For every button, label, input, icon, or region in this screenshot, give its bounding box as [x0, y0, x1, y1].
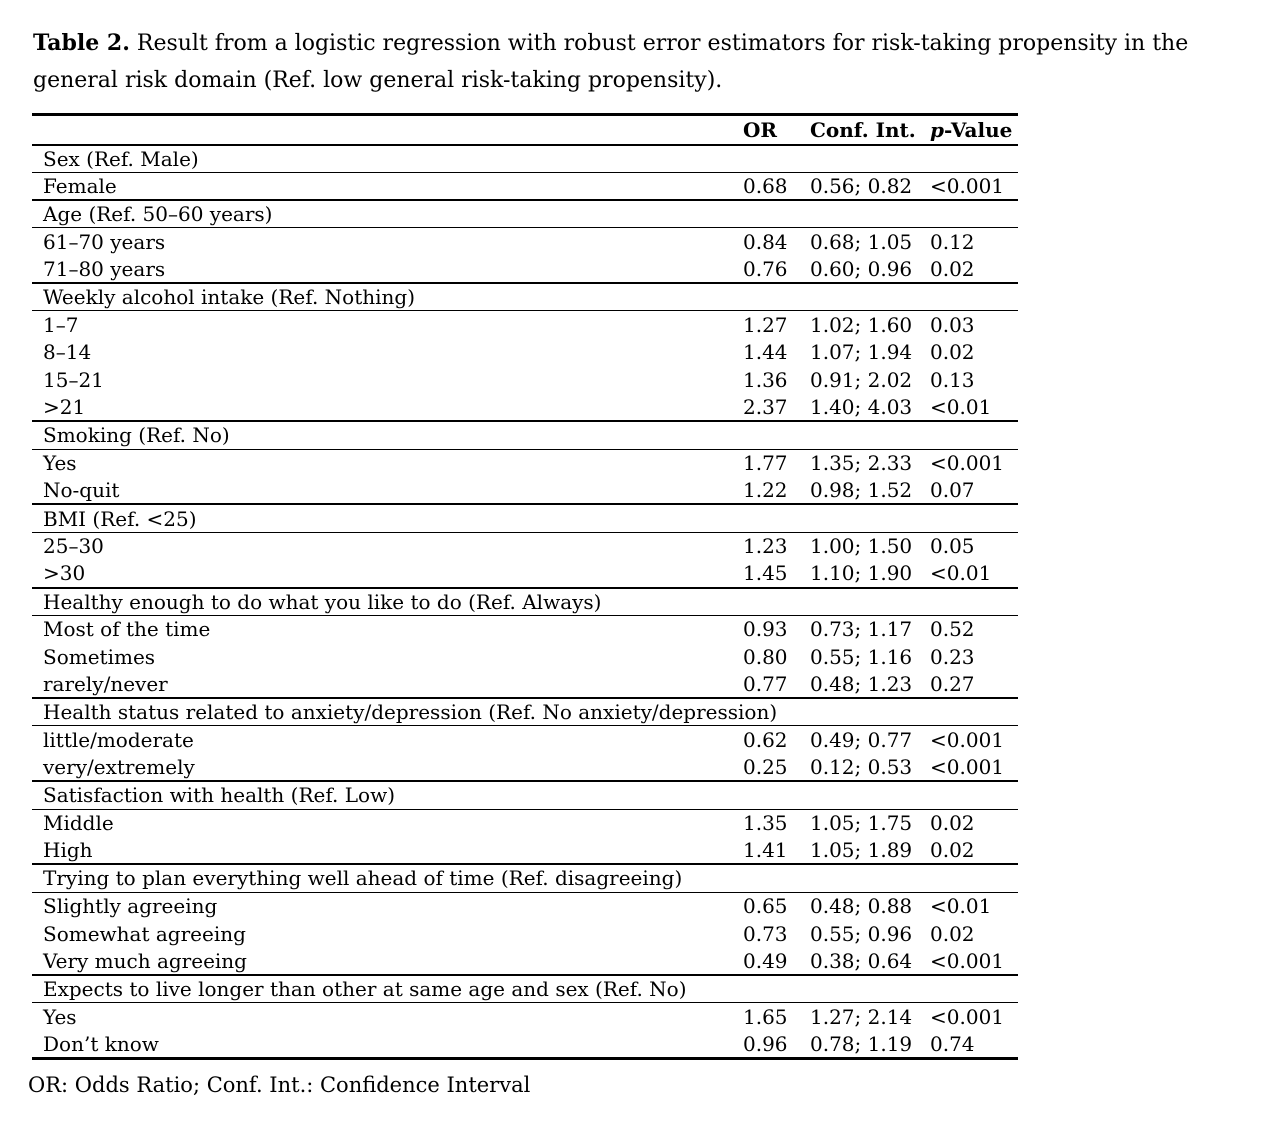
table-row	[32, 1031, 1018, 1059]
ci-value: 1.27; 2.14	[810, 1004, 913, 1029]
regression-results-table	[32, 113, 1018, 1060]
row-label: 15–21	[43, 367, 104, 392]
section-header-row	[32, 504, 1018, 532]
row-label: Female	[43, 173, 117, 198]
header-or: OR	[743, 117, 778, 142]
or-value: 1.65	[743, 1004, 788, 1029]
or-value: 1.35	[743, 811, 788, 836]
row-label: 71–80 years	[43, 256, 166, 281]
or-value: 1.27	[743, 312, 788, 337]
table-row	[32, 366, 1018, 394]
ci-value: 0.56; 0.82	[810, 173, 913, 198]
p-value: <0.001	[930, 948, 1005, 973]
table-row	[32, 920, 1018, 948]
ci-value: 0.55; 0.96	[810, 921, 913, 946]
or-value: 0.68	[743, 173, 788, 198]
p-value: 0.52	[930, 617, 975, 642]
ci-value: 1.00; 1.50	[810, 534, 913, 559]
row-label: Slightly agreeing	[43, 894, 218, 919]
ci-value: 0.49; 0.77	[810, 728, 913, 753]
ci-value: 1.35; 2.33	[810, 451, 913, 476]
ci-value: 1.10; 1.90	[810, 561, 913, 586]
table-row	[32, 837, 1018, 865]
row-label: Yes	[43, 451, 77, 476]
ci-value: 1.05; 1.75	[810, 811, 913, 836]
or-value: 1.41	[743, 838, 788, 863]
table-header-row	[32, 115, 1018, 145]
or-value: 1.77	[743, 451, 788, 476]
row-label: Very much agreeing	[43, 948, 247, 973]
or-value: 0.96	[743, 1031, 788, 1056]
p-value: 0.13	[930, 367, 975, 392]
section-header-label: Healthy enough to do what you like to do (Ref. Always)	[43, 589, 602, 614]
table-row	[32, 754, 1018, 782]
row-label: very/extremely	[43, 754, 195, 779]
table-row	[32, 228, 1018, 256]
table-row	[32, 560, 1018, 588]
p-value: <0.001	[930, 728, 1005, 753]
p-value: 0.27	[930, 671, 975, 696]
row-label: Most of the time	[43, 617, 211, 642]
or-value: 1.36	[743, 367, 788, 392]
table-row	[32, 947, 1018, 975]
header-variable-column	[32, 115, 743, 145]
section-header-row	[32, 781, 1018, 809]
or-value: 1.44	[743, 340, 788, 365]
section-header-label: BMI (Ref. <25)	[43, 506, 197, 531]
section-header-row	[32, 200, 1018, 228]
section-header-row	[32, 864, 1018, 892]
or-value: 2.37	[743, 395, 788, 420]
row-label: Yes	[43, 1004, 77, 1029]
p-value: 0.02	[930, 838, 975, 863]
or-value: 0.80	[743, 644, 788, 669]
ci-value: 0.98; 1.52	[810, 478, 913, 503]
row-label: High	[43, 838, 93, 863]
p-value: 0.02	[930, 340, 975, 365]
section-header-row	[32, 698, 1018, 726]
or-value: 1.22	[743, 478, 788, 503]
row-label: Sometimes	[43, 644, 156, 669]
ci-value: 0.73; 1.17	[810, 617, 913, 642]
header-p-value	[930, 115, 1018, 145]
ci-value: 0.12; 0.53	[810, 754, 913, 779]
or-value: 0.49	[743, 948, 788, 973]
table-row	[32, 892, 1018, 920]
table-caption	[33, 25, 1238, 99]
ci-value: 1.05; 1.89	[810, 838, 913, 863]
table-body	[32, 145, 1018, 1059]
row-label: little/moderate	[43, 728, 194, 753]
or-value: 1.23	[743, 534, 788, 559]
table-row	[32, 338, 1018, 366]
p-value: 0.03	[930, 312, 975, 337]
table-row	[32, 449, 1018, 477]
section-header-label: Smoking (Ref. No)	[43, 423, 230, 448]
or-value: 0.65	[743, 894, 788, 919]
section-header-row	[32, 588, 1018, 616]
table-row	[32, 726, 1018, 754]
p-value: 0.02	[930, 256, 975, 281]
or-value: 0.25	[743, 754, 788, 779]
or-value: 0.93	[743, 617, 788, 642]
or-value: 0.84	[743, 229, 788, 254]
or-value: 0.76	[743, 256, 788, 281]
p-value: 0.12	[930, 229, 975, 254]
caption-label: Table 2.	[33, 30, 130, 56]
table-row	[32, 477, 1018, 505]
section-header-label: Trying to plan everything well ahead of time (Ref. disagreeing)	[43, 866, 683, 891]
table-row	[32, 394, 1018, 422]
ci-value: 0.55; 1.16	[810, 644, 913, 669]
section-header-label: Satisfaction with health (Ref. Low)	[43, 783, 396, 808]
row-label: 61–70 years	[43, 229, 166, 254]
table-footnote: OR: Odds Ratio; Conf. Int.: Confidence Interval	[28, 1072, 531, 1097]
table-row	[32, 311, 1018, 339]
ci-value: 0.48; 0.88	[810, 894, 913, 919]
table-row	[32, 643, 1018, 671]
row-label: >30	[43, 561, 86, 586]
header-p-rest: -Value	[943, 117, 1013, 142]
p-value: <0.001	[930, 1004, 1005, 1029]
table-row	[32, 1003, 1018, 1031]
table-row	[32, 671, 1018, 699]
p-value: 0.23	[930, 644, 975, 669]
section-header-row	[32, 421, 1018, 449]
section-header-label: Weekly alcohol intake (Ref. Nothing)	[43, 285, 416, 310]
table-row	[32, 615, 1018, 643]
caption-line2: general risk domain (Ref. low general risk-taking propensity).	[33, 68, 723, 93]
p-value: 0.05	[930, 534, 975, 559]
section-header-label: Expects to live longer than other at same age and sex (Ref. No)	[43, 977, 687, 1002]
ci-value: 0.60; 0.96	[810, 256, 913, 281]
p-value: <0.01	[930, 395, 992, 420]
ci-value: 0.38; 0.64	[810, 948, 913, 973]
table-row	[32, 809, 1018, 837]
header-p-italic: p	[930, 117, 944, 142]
p-value: <0.001	[930, 754, 1005, 779]
row-label: 8–14	[43, 340, 92, 365]
ci-value: 1.40; 4.03	[810, 395, 913, 420]
row-label: Don’t know	[43, 1031, 159, 1056]
section-header-row	[32, 145, 1018, 173]
section-header-label: Sex (Ref. Male)	[43, 146, 199, 171]
row-label: Somewhat agreeing	[43, 921, 246, 946]
section-header-row	[32, 975, 1018, 1003]
ci-value: 1.02; 1.60	[810, 312, 913, 337]
table-row	[32, 172, 1018, 200]
row-label: No-quit	[43, 478, 120, 503]
row-label: 25–30	[43, 534, 104, 559]
p-value: 0.02	[930, 921, 975, 946]
row-label: Middle	[43, 811, 114, 836]
row-label: 1–7	[43, 312, 79, 337]
section-header-row	[32, 283, 1018, 311]
or-value: 0.62	[743, 728, 788, 753]
p-value: <0.01	[930, 894, 992, 919]
header-conf-int: Conf. Int.	[810, 117, 916, 142]
p-value: <0.001	[930, 173, 1005, 198]
or-value: 0.73	[743, 921, 788, 946]
or-value: 0.77	[743, 671, 788, 696]
table-row	[32, 255, 1018, 283]
section-header-label: Age (Ref. 50–60 years)	[43, 201, 273, 226]
ci-value: 0.48; 1.23	[810, 671, 913, 696]
caption-line1: Result from a logistic regression with robust error estimators for risk-taking propensity in the	[136, 31, 1189, 56]
or-value: 1.45	[743, 561, 788, 586]
ci-value: 0.78; 1.19	[810, 1031, 913, 1056]
p-value: 0.02	[930, 811, 975, 836]
ci-value: 0.91; 2.02	[810, 367, 913, 392]
p-value: <0.001	[930, 451, 1005, 476]
p-value: 0.07	[930, 478, 975, 503]
ci-value: 1.07; 1.94	[810, 340, 913, 365]
p-value: 0.74	[930, 1031, 975, 1056]
row-label: rarely/never	[43, 671, 168, 696]
row-label: >21	[43, 395, 86, 420]
ci-value: 0.68; 1.05	[810, 229, 913, 254]
p-value: <0.01	[930, 561, 992, 586]
table-row	[32, 532, 1018, 560]
section-header-label: Health status related to anxiety/depression (Ref. No anxiety/depression)	[43, 700, 778, 725]
